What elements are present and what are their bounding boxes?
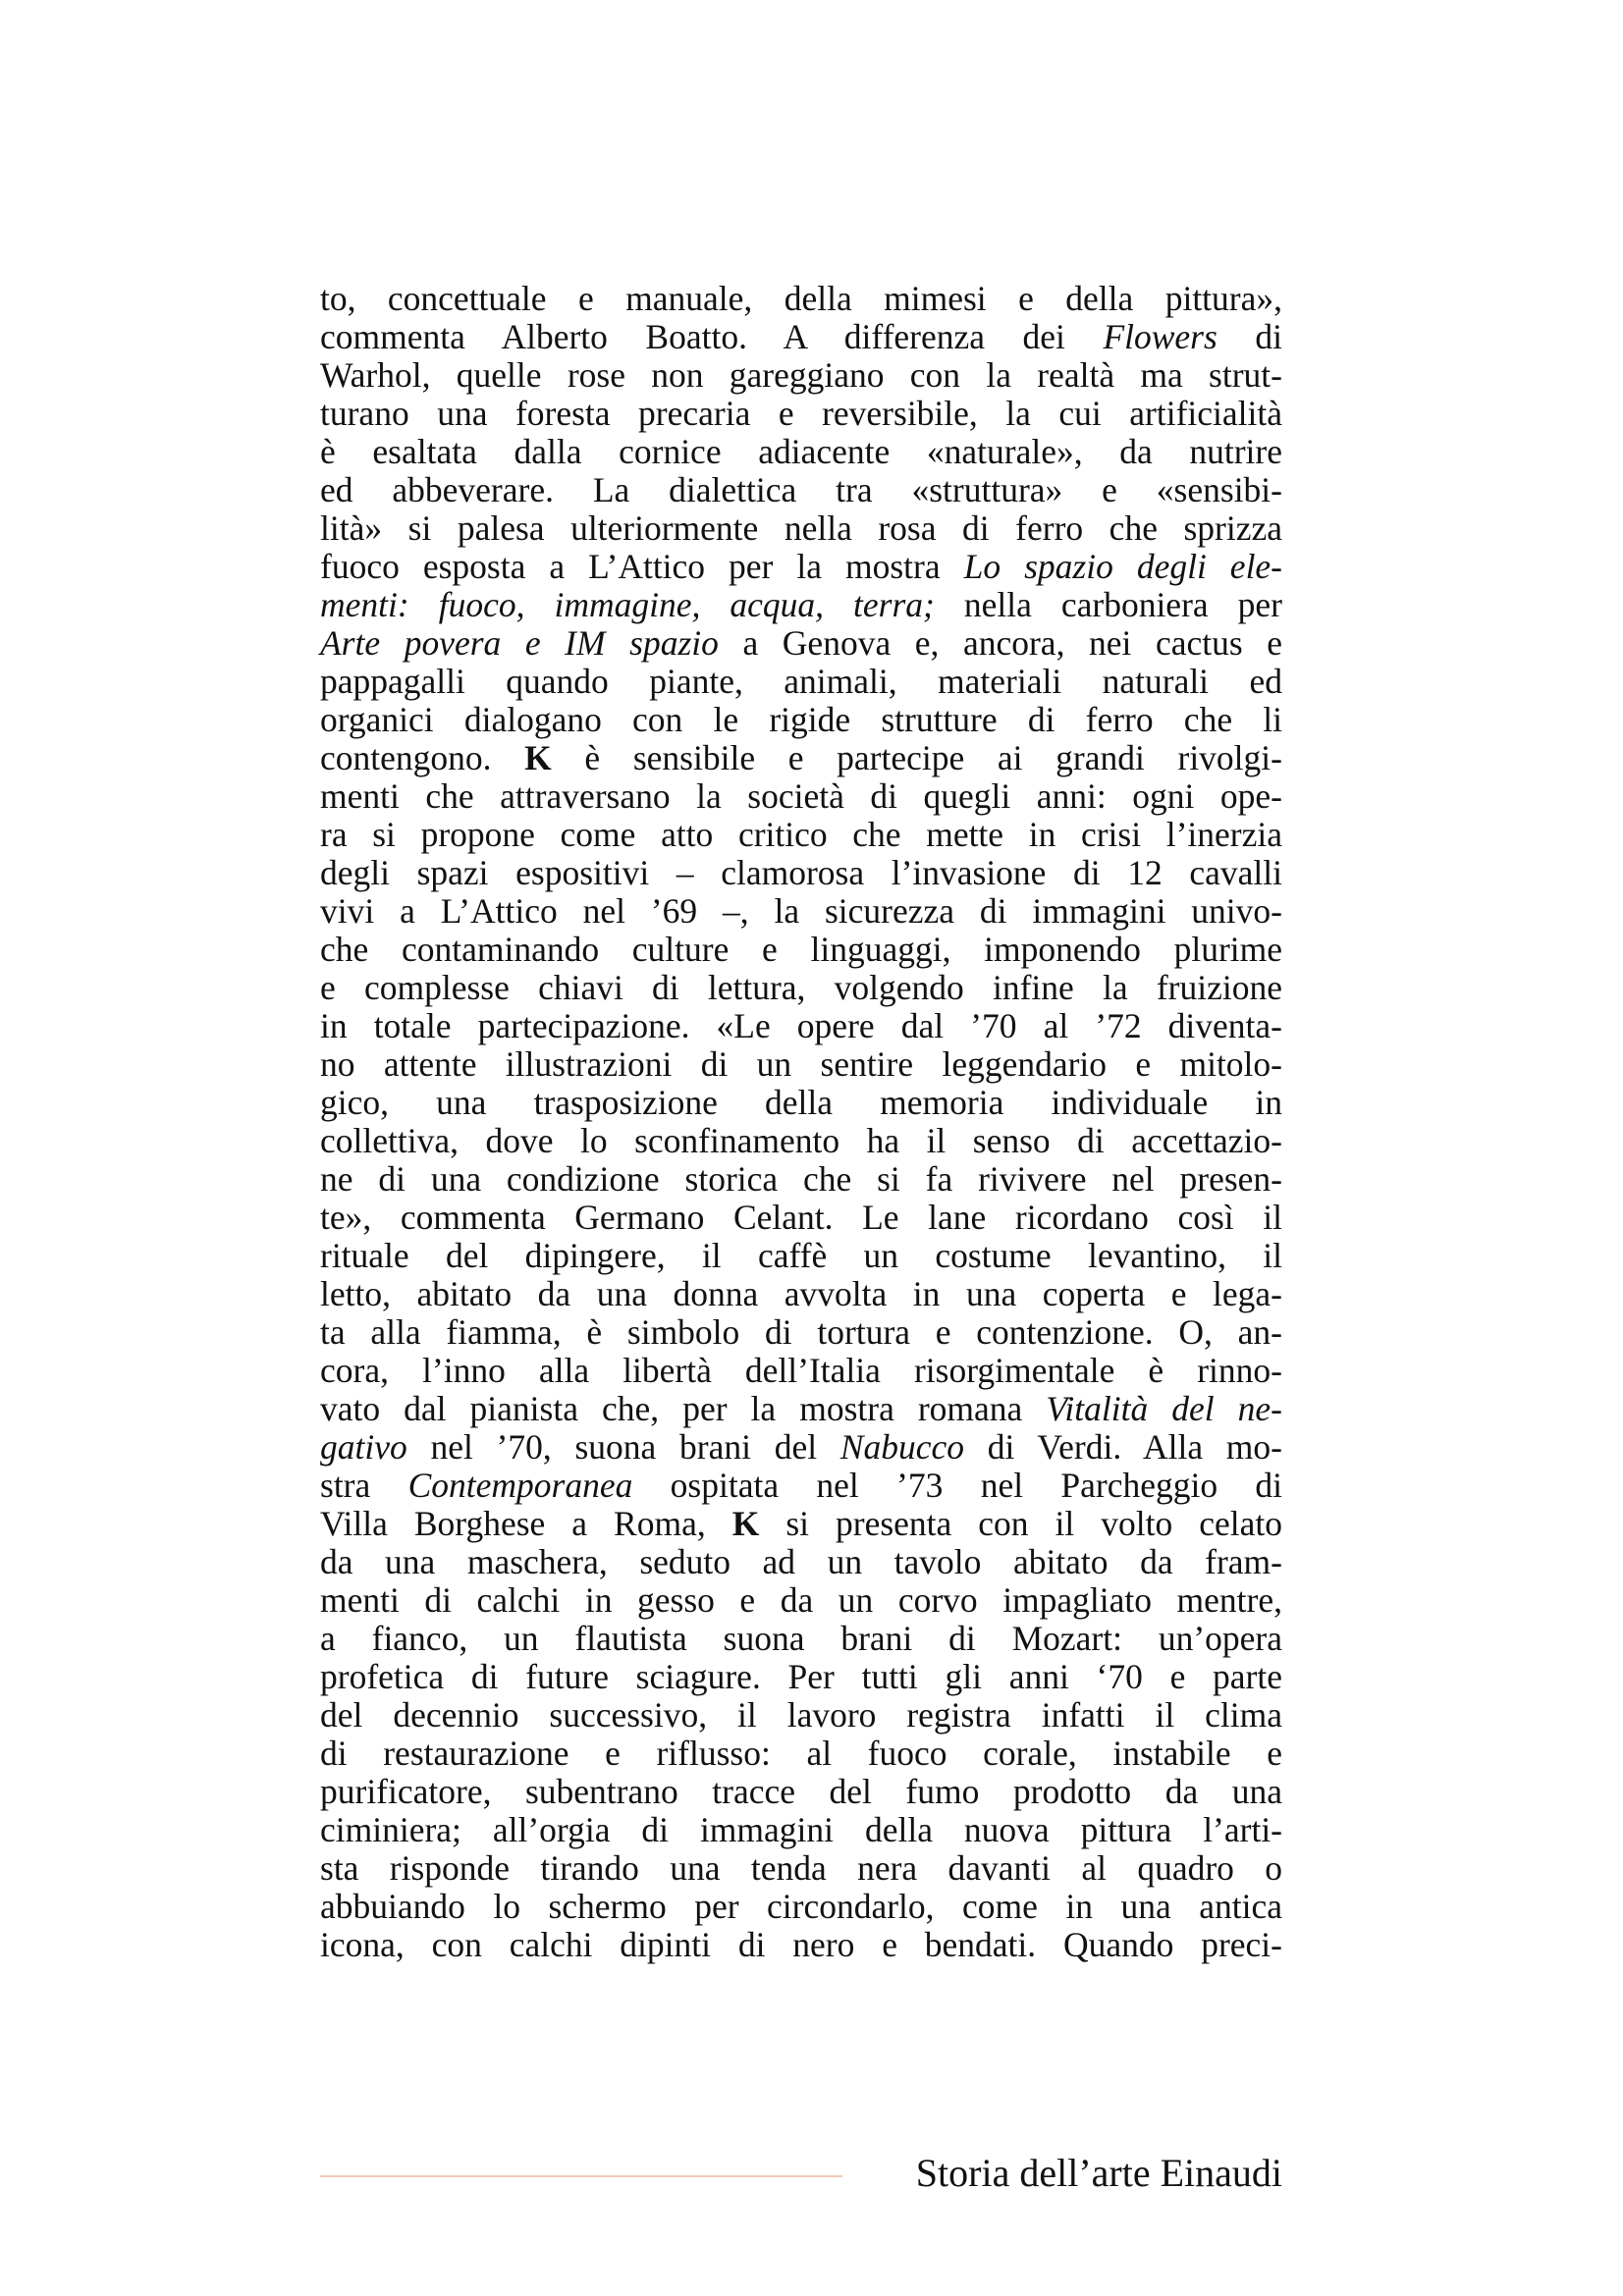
- text-line: ciminiera; all’orgia di immagini della nuova pittura l’arti-: [320, 1810, 1282, 1849]
- text-line: ra si propone come atto critico che mette in crisi l’inerzia: [320, 815, 1282, 854]
- text-line: a fianco, un flautista suona brani di Mozart: un’opera: [320, 1619, 1282, 1658]
- body-text: [320, 280, 1282, 1964]
- text-line: no attente illustrazioni di un sentire leggendario e mitolo-: [320, 1044, 1282, 1084]
- text-line: ta alla fiamma, è simbolo di tortura e contenzione. O, an-: [320, 1312, 1282, 1352]
- text-line: Villa Borghese a Roma, K si presenta con il volto celato: [320, 1504, 1282, 1543]
- text-line: contengono. K è sensibile e partecipe ai grandi rivolgi-: [320, 738, 1282, 777]
- text-line: cora, l’inno alla libertà dell’Italia risorgimentale è rinno-: [320, 1351, 1282, 1390]
- text-line: è esaltata dalla cornice adiacente «naturale», da nutrire: [320, 432, 1282, 471]
- text-line: degli spazi espositivi – clamorosa l’invasione di 12 cavalli: [320, 853, 1282, 892]
- text-line: menti: fuoco, immagine, acqua, terra; nella carboniera per: [320, 585, 1282, 624]
- footer-title: Storia dell’arte Einaudi: [915, 2151, 1282, 2195]
- text-line: organici dialogano con le rigide strutture di ferro che li: [320, 700, 1282, 739]
- text-line: collettiva, dove lo sconfinamento ha il senso di accettazio-: [320, 1121, 1282, 1160]
- text-line: turano una foresta precaria e reversibile, la cui artificialità: [320, 394, 1282, 433]
- text-line: sta risponde tirando una tenda nera davanti al quadro o: [320, 1848, 1282, 1888]
- text-line: letto, abitato da una donna avvolta in una coperta e lega-: [320, 1274, 1282, 1313]
- text-line: da una maschera, seduto ad un tavolo abitato da fram-: [320, 1542, 1282, 1581]
- text-line: vato dal pianista che, per la mostra romana Vitalità del ne-: [320, 1389, 1282, 1428]
- text-line: vivi a L’Attico nel ’69 –, la sicurezza di immagini univo-: [320, 891, 1282, 931]
- text-line: te», commenta Germano Celant. Le lane ricordano così il: [320, 1198, 1282, 1237]
- text-line: che contaminando culture e linguaggi, imponendo plurime: [320, 930, 1282, 969]
- text-line: e complesse chiavi di lettura, volgendo infine la fruizione: [320, 968, 1282, 1007]
- text-line: Warhol, quelle rose non gareggiano con la realtà ma strut-: [320, 355, 1282, 395]
- text-line: gativo nel ’70, suona brani del Nabucco di Verdi. Alla mo-: [320, 1427, 1282, 1467]
- text-line: lità» si palesa ulteriormente nella rosa di ferro che sprizza: [320, 508, 1282, 548]
- text-line: menti di calchi in gesso e da un corvo impagliato mentre,: [320, 1580, 1282, 1620]
- text-line: ed abbeverare. La dialettica tra «struttura» e «sensibi-: [320, 470, 1282, 509]
- text-line: Arte povera e IM spazio a Genova e, ancora, nei cactus e: [320, 623, 1282, 663]
- footer-rule: [320, 2175, 842, 2177]
- text-line: in totale partecipazione. «Le opere dal ’70 al ’72 diventa-: [320, 1006, 1282, 1045]
- text-line: commenta Alberto Boatto. A differenza dei Flowers di: [320, 317, 1282, 356]
- text-line: gico, una trasposizione della memoria individuale in: [320, 1083, 1282, 1122]
- text-line: pappagalli quando piante, animali, materiali naturali ed: [320, 662, 1282, 701]
- text-line: rituale del dipingere, il caffè un costume levantino, il: [320, 1236, 1282, 1275]
- text-line: di restaurazione e riflusso: al fuoco corale, instabile e: [320, 1734, 1282, 1773]
- text-line: to, concettuale e manuale, della mimesi e della pittura»,: [320, 279, 1282, 318]
- text-line: fuoco esposta a L’Attico per la mostra Lo spazio degli ele-: [320, 547, 1283, 586]
- text-line: abbuiando lo schermo per circondarlo, come in una antica: [320, 1887, 1282, 1926]
- text-line: ne di una condizione storica che si fa rivivere nel presen-: [320, 1159, 1282, 1199]
- text-line: del decennio successivo, il lavoro registra infatti il clima: [320, 1695, 1282, 1735]
- text-line: icona, con calchi dipinti di nero e bendati. Quando preci-: [320, 1925, 1282, 1964]
- text-line: stra Contemporanea ospitata nel ’73 nel Parcheggio di: [320, 1466, 1282, 1505]
- text-line: menti che attraversano la società di quegli anni: ogni ope-: [320, 776, 1282, 816]
- text-line: profetica di future sciagure. Per tutti gli anni ‘70 e parte: [320, 1657, 1282, 1696]
- text-line: purificatore, subentrano tracce del fumo prodotto da una: [320, 1772, 1282, 1811]
